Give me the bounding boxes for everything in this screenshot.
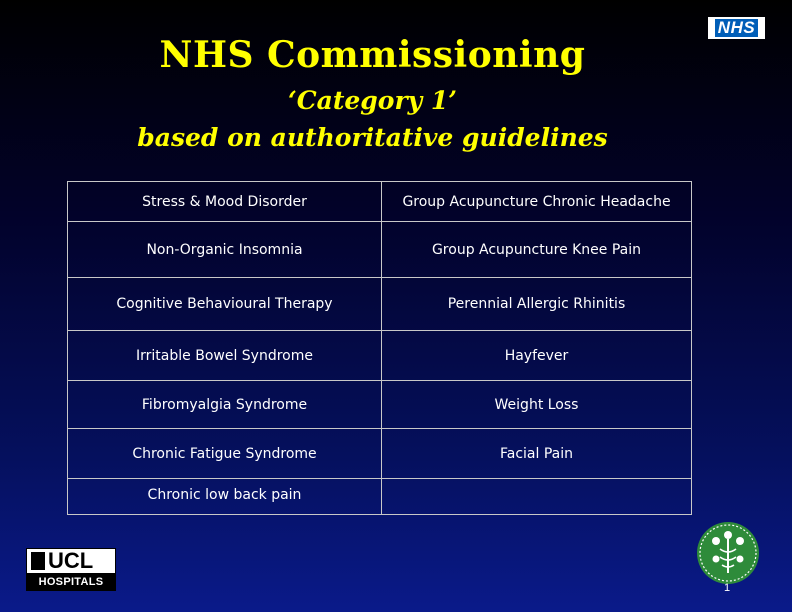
nhs-logo: [708, 17, 765, 39]
table-row: [68, 381, 692, 429]
table-cell: Facial Pain: [382, 429, 692, 479]
table-row: [68, 182, 692, 222]
table-row: [68, 479, 692, 515]
table-cell: Cognitive Behavioural Therapy: [68, 278, 382, 331]
slide-title: NHS Commissioning: [159, 34, 586, 76]
slide-subtitle-line2: based on authoritative guidelines: [137, 123, 608, 152]
table-cell: Stress & Mood Disorder: [68, 182, 382, 222]
table-row: [68, 429, 692, 479]
slide-subtitle-line1: ‘Category 1’: [288, 86, 457, 115]
table-row: [68, 222, 692, 278]
table-cell: Non-Organic Insomnia: [68, 222, 382, 278]
table-cell: Fibromyalgia Syndrome: [68, 381, 382, 429]
table-cell: Hayfever: [382, 331, 692, 381]
ucl-logo-text: UCL: [48, 548, 94, 573]
nhs-logo-text: NHS: [715, 19, 758, 37]
page-number: 1: [724, 582, 731, 594]
ucl-logo-subtext: HOSPITALS: [27, 573, 115, 590]
table-cell: Irritable Bowel Syndrome: [68, 331, 382, 381]
table-cell: Group Acupuncture Chronic Headache: [382, 182, 692, 222]
table-cell: Group Acupuncture Knee Pain: [382, 222, 692, 278]
table-cell: Perennial Allergic Rhinitis: [382, 278, 692, 331]
treatments-table: [67, 181, 692, 515]
table-cell: Chronic low back pain: [68, 479, 382, 515]
table-cell: Chronic Fatigue Syndrome: [68, 429, 382, 479]
ucl-shield-icon: [31, 552, 45, 570]
acupuncture-seal-icon: [696, 521, 760, 585]
table-cell: [382, 479, 692, 515]
table-row: [68, 331, 692, 381]
table-row: [68, 278, 692, 331]
table-cell: Weight Loss: [382, 381, 692, 429]
ucl-hospitals-logo: [26, 548, 116, 591]
